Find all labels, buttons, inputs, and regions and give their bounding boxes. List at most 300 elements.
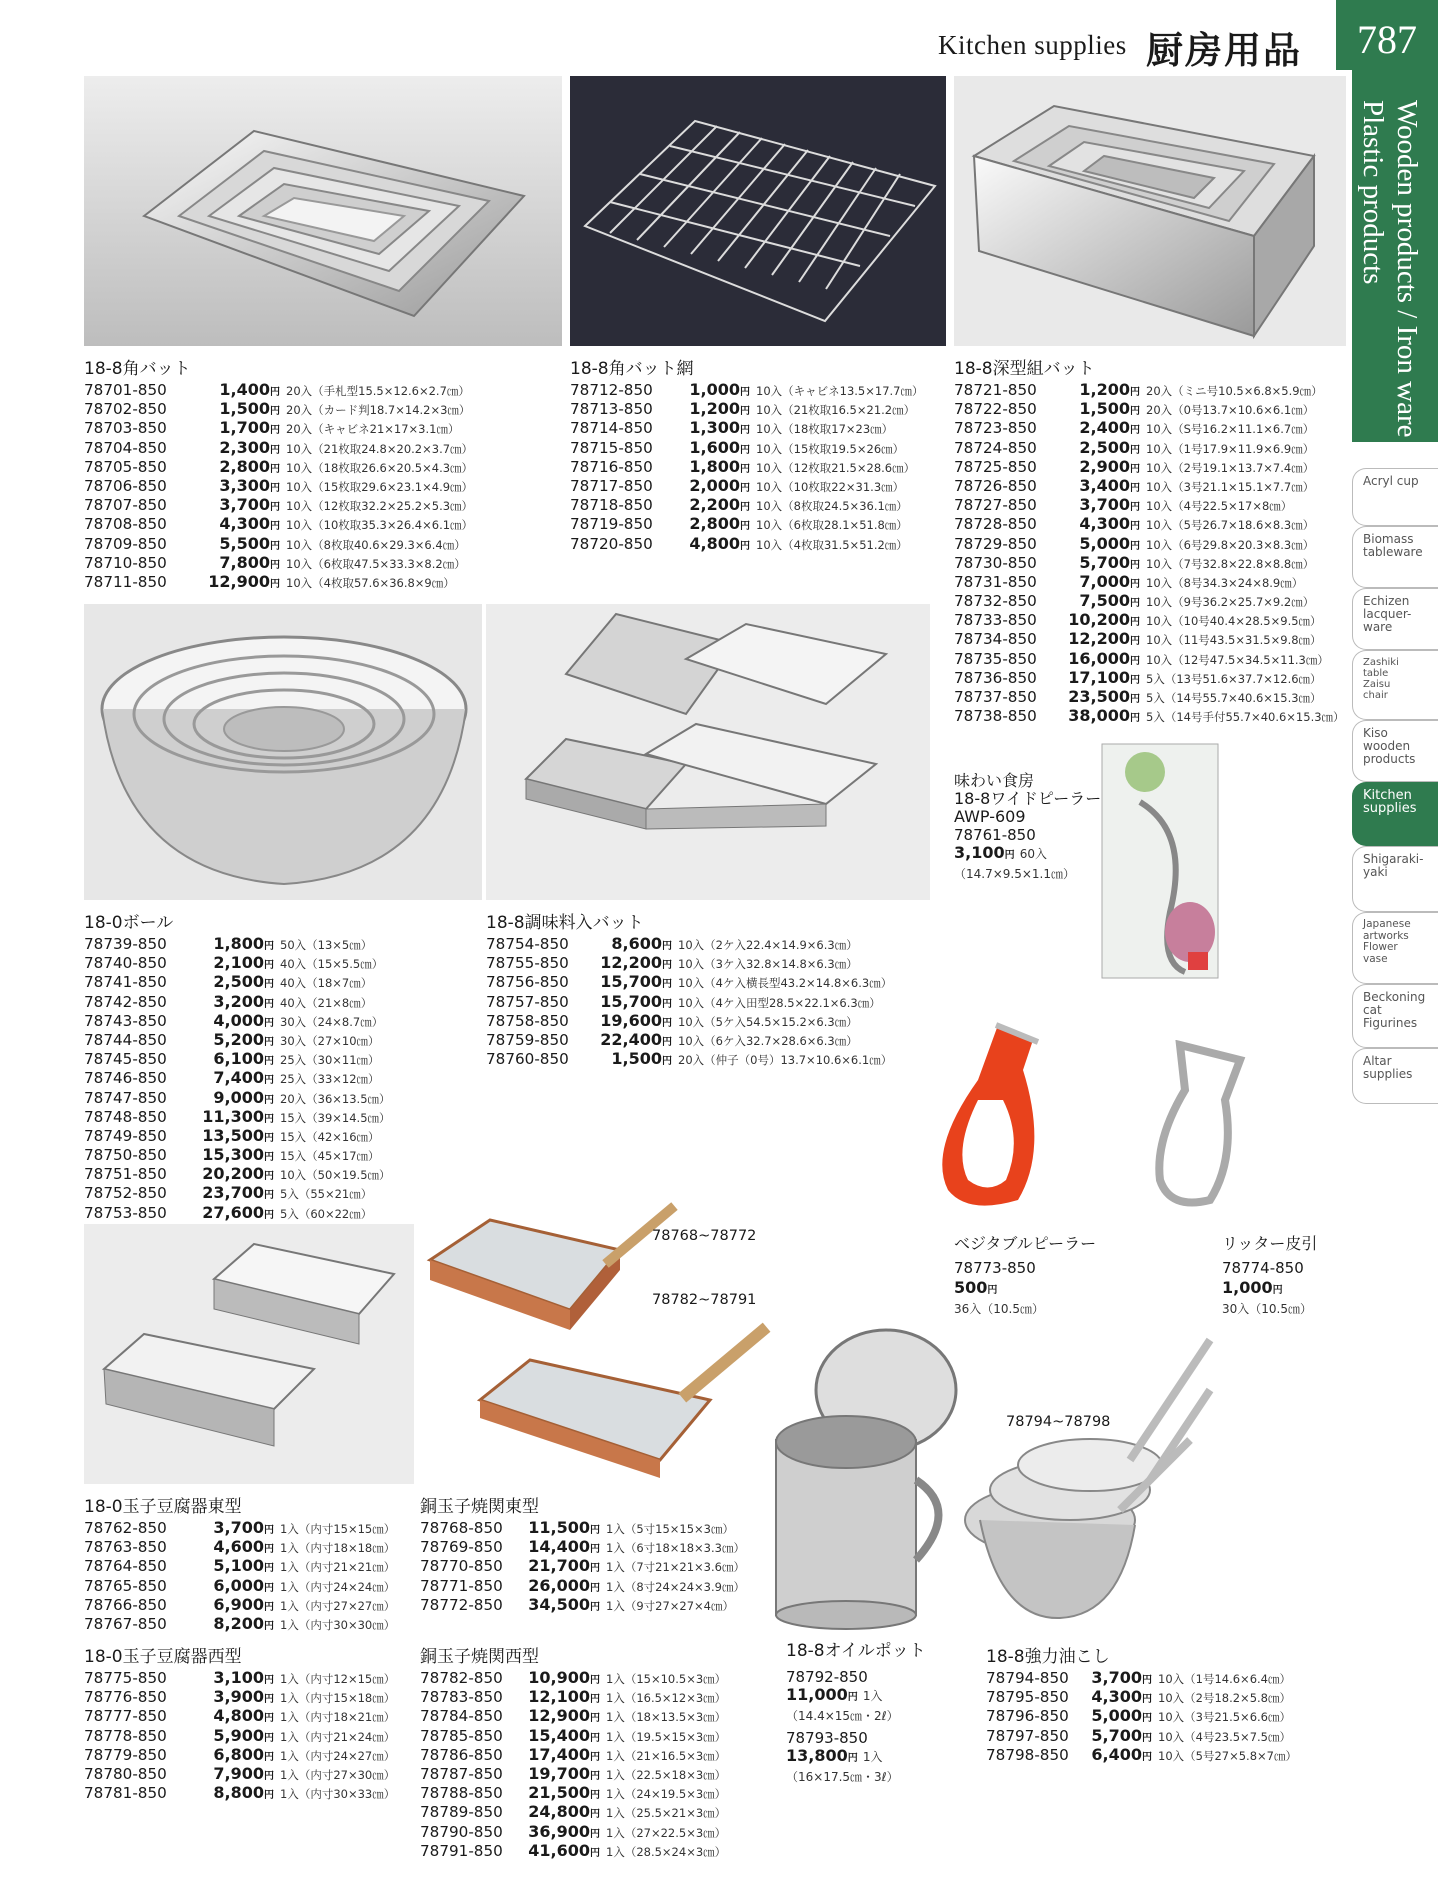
veg-peeler-code: 78773-850 [954,1259,1036,1277]
yen-mark: 円 [987,1285,998,1296]
list-row [986,1706,1297,1725]
item-note: 15入（42×16㎝） [280,1129,380,1144]
yen-mark: 円 [590,1770,600,1782]
oil-pot-price1: 11,000 [786,1685,848,1704]
item-price: 2,800 [689,514,740,534]
item-note: 10入（50×19.5㎝） [280,1168,391,1183]
list-row [84,1576,395,1595]
yen-mark: 円 [1130,444,1140,456]
item-note: 1入（15×10.5×3㎝） [606,1672,727,1686]
list-row [420,1706,726,1725]
yen-mark: 円 [270,559,280,571]
item-note: 10入（15枚取29.6×23.1×4.9㎝） [286,479,474,494]
list-row [954,668,1345,687]
item-note: 1入（内寸30×30㎝） [280,1617,396,1632]
item-code: 78726-850 [954,476,1037,495]
list-row [84,1030,391,1049]
item-price: 34,500 [528,1594,590,1614]
side-index-label: Altar supplies [1363,1054,1413,1081]
side-index-label: Zashiki table Zaisu chair [1363,657,1399,701]
item-note: 5入（13号51.6×37.7×12.6㎝） [1146,671,1322,686]
yen-mark: 円 [740,482,750,494]
item-note: 20入（キャビネ21×17×3.1㎝） [286,422,460,437]
list-row [420,1764,726,1783]
item-note: 1入（16.5×12×3㎝） [606,1691,727,1706]
item-note: 1入（21×16.5×3㎝） [606,1748,727,1763]
item-price: 3,700 [219,495,270,515]
section-title-s8: 銅玉子焼関東型 [420,1497,539,1517]
item-note: 1入（内寸18×21㎝） [280,1710,396,1725]
item-price: 1,200 [689,399,740,419]
yen-mark: 円 [590,1525,600,1536]
item-code: 78796-850 [986,1707,1069,1726]
item-price: 15,300 [202,1145,264,1165]
item-note: 5入（14号55.7×40.6×15.3㎝） [1146,691,1322,705]
yen-mark: 円 [590,1713,600,1725]
item-price: 4,000 [213,1010,264,1030]
list-row [954,399,1345,418]
list-row [84,1537,395,1556]
item-code: 78740-850 [84,954,167,973]
list-row [420,1595,745,1614]
veg-peeler-price: 500 [954,1278,988,1297]
item-note: 40入（18×7㎝） [280,976,373,991]
yen-mark: 円 [1130,617,1140,629]
yen-mark: 円 [1130,540,1140,552]
header-title-en: Kitchen supplies [938,30,1127,60]
item-note: 10入（12枚取21.5×28.6㎝） [756,460,916,475]
list-row [486,992,892,1011]
item-price: 2,800 [219,456,270,476]
yen-mark: 円 [264,1056,274,1068]
item-price: 9,000 [213,1087,264,1107]
item-price: 19,600 [600,1010,662,1030]
item-note: 1入（内寸18×18㎝） [280,1541,396,1556]
yen-mark: 円 [1130,713,1140,725]
item-price: 8,600 [611,934,662,953]
photo-wide-peeler [1100,742,1220,980]
label-pan-west: 78782~78791 [652,1292,757,1308]
photo-litter-peeler [1140,1040,1250,1210]
list-row [420,1537,745,1556]
list-row [84,438,473,457]
item-note: 1入（内寸15×15㎝） [280,1522,396,1536]
list-row [420,1668,726,1687]
yen-mark: 円 [590,1601,600,1613]
yen-mark: 円 [1142,1675,1152,1686]
list-row [84,1595,395,1614]
section-title-s9: 銅玉子焼関西型 [420,1647,539,1667]
yen-mark: 円 [662,998,672,1010]
yen-mark: 円 [662,960,672,972]
litter-peeler-info [1222,1234,1317,1319]
item-code: 78712-850 [570,381,653,399]
yen-mark: 円 [847,1753,858,1764]
list-s5 [486,934,892,1068]
list-s1 [84,380,473,591]
side-index-artworks[interactable] [1352,912,1438,984]
item-price: 2,200 [689,495,740,515]
yen-mark: 円 [270,482,280,494]
oil-pot-size2: （16×17.5㎝・3ℓ） [786,1770,899,1784]
item-note: 1入（内寸27×30㎝） [280,1767,396,1782]
yen-mark: 円 [270,425,280,437]
side-index-kiso[interactable] [1352,720,1438,782]
item-note: 1入（内寸24×27㎝） [280,1748,396,1763]
list-s3 [954,380,1345,725]
item-code: 78771-850 [420,1576,503,1595]
item-price: 6,000 [213,1575,264,1595]
item-price: 12,900 [208,571,270,591]
yen-mark: 円 [264,1713,274,1725]
yen-mark: 円 [264,1544,274,1556]
yen-mark: 円 [1130,694,1140,705]
yen-mark: 円 [264,941,274,952]
item-price: 8,200 [213,1613,264,1633]
item-price: 2,300 [219,437,270,457]
item-code: 78728-850 [954,515,1037,534]
list-row [570,514,923,533]
list-row [486,1049,892,1068]
yen-mark: 円 [590,1732,600,1744]
list-row [420,1556,745,1575]
item-note: 20入（手札型15.5×12.6×2.7㎝） [286,384,470,398]
list-row [954,476,1345,495]
list-row [84,1726,395,1745]
item-code: 78779-850 [84,1745,167,1764]
item-note: 20入（ミニ号10.5×6.8×5.9㎝） [1146,384,1323,398]
item-code: 78790-850 [420,1822,503,1841]
item-code: 78778-850 [84,1726,167,1745]
yen-mark: 円 [740,387,750,398]
list-row [570,534,923,553]
item-price: 2,000 [689,475,740,495]
item-note: 10入（2号19.1×13.7×7.4㎝） [1146,460,1315,475]
item-code: 78710-850 [84,553,167,572]
item-note: 10入（3号21.1×15.1×7.7㎝） [1146,479,1315,494]
item-note: 5入（55×21㎝） [280,1187,373,1202]
item-note: 10入（6ケ入32.7×28.6×6.3㎝） [678,1033,858,1048]
item-code: 78714-850 [570,419,653,438]
item-price: 21,700 [528,1556,590,1576]
item-price: 2,500 [213,972,264,992]
item-price: 1,000 [689,380,740,399]
yen-mark: 円 [740,521,750,533]
list-row [84,992,391,1011]
list-row [954,591,1345,610]
item-note: 10入（11号43.5×31.5×9.8㎝） [1146,633,1322,648]
yen-mark: 円 [264,1751,274,1763]
item-code: 78724-850 [954,438,1037,457]
item-code: 78756-850 [486,973,569,992]
yen-mark: 円 [264,1190,274,1202]
yen-mark: 円 [740,425,750,437]
yen-mark: 円 [264,1582,274,1594]
item-price: 1,800 [689,456,740,476]
item-note: 10入（キャビネ13.5×17.7㎝） [756,384,924,398]
item-price: 3,700 [1091,1668,1142,1687]
litter-peeler-detail: 30入（10.5㎝） [1222,1302,1312,1316]
yen-mark: 円 [1142,1713,1152,1725]
list-row [420,1576,745,1595]
item-code: 78749-850 [84,1126,167,1145]
item-code: 78785-850 [420,1726,503,1745]
item-code: 78706-850 [84,476,167,495]
list-row [84,1011,391,1030]
item-code: 78721-850 [954,381,1037,399]
list-row [954,380,1345,399]
list-row [486,972,892,991]
list-row [486,934,892,953]
item-code: 78760-850 [486,1050,569,1069]
wide-peeler-info [954,772,1101,883]
item-note: 1入（27×22.5×3㎝） [606,1825,727,1840]
yen-mark: 円 [264,1620,274,1632]
item-price: 21,500 [528,1783,590,1803]
list-s9 [420,1668,726,1860]
yen-mark: 円 [264,1732,274,1744]
list-row [84,1614,395,1633]
yen-mark: 円 [590,1563,600,1575]
yen-mark: 円 [590,1694,600,1706]
list-row [954,534,1345,553]
yen-mark: 円 [1130,502,1140,514]
list-row [84,1049,391,1068]
item-code: 78733-850 [954,611,1037,630]
yen-mark: 円 [1130,674,1140,686]
item-price: 13,500 [202,1125,264,1145]
wide-peeler-name: 18-8ワイドピーラー [954,789,1102,808]
item-code: 78755-850 [486,954,569,973]
list-row [84,1068,391,1087]
item-code: 78715-850 [570,438,653,457]
list-row [84,1687,395,1706]
item-price: 11,500 [528,1518,590,1537]
item-note: 10入（1号14.6×6.4㎝） [1158,1672,1291,1686]
item-note: 1入（内寸15×18㎝） [280,1691,396,1706]
item-code: 78730-850 [954,553,1037,572]
item-note: 25入（30×11㎝） [280,1053,380,1068]
item-code: 78766-850 [84,1595,167,1614]
yen-mark: 円 [264,1113,274,1125]
section-title-s3: 18-8深型組バット [954,359,1095,379]
list-row [954,610,1345,629]
photo-oil-pot [756,1320,976,1630]
item-price: 22,400 [600,1029,662,1049]
yen-mark: 円 [740,444,750,456]
list-row [954,418,1345,437]
list-row [420,1687,726,1706]
item-price: 4,300 [1091,1687,1142,1707]
yen-mark: 円 [662,941,672,952]
yen-mark: 円 [270,502,280,514]
item-note: 10入（15枚取19.5×26㎝） [756,441,905,456]
list-row [420,1518,745,1537]
wide-peeler-code: 78761-850 [954,826,1036,844]
yen-mark: 円 [590,1544,600,1556]
item-note: 1入（9寸27×27×4㎝） [606,1598,734,1613]
section-title-s10: 18-8強力油こし [986,1647,1110,1667]
item-price: 36,900 [528,1821,590,1841]
item-code: 78708-850 [84,515,167,534]
item-code: 78747-850 [84,1088,167,1107]
list-row [84,380,473,399]
item-note: 1入（内寸21×24㎝） [280,1729,396,1744]
side-index-label: Kitchen supplies [1363,788,1417,816]
item-note: 15入（39×14.5㎝） [280,1110,391,1125]
oil-pot-info [786,1642,926,1786]
side-index-biomass[interactable] [1352,526,1438,588]
item-note: 20入（0号13.7×10.6×6.1㎝） [1146,403,1315,418]
list-row [84,514,473,533]
item-price: 5,900 [213,1725,264,1745]
item-note: 10入（8枚取40.6×29.3×6.4㎝） [286,537,466,552]
item-note: 5入（14号手付55.7×40.6×15.3㎝） [1146,710,1345,725]
item-note: 25入（33×12㎝） [280,1072,380,1087]
item-note: 10入（8枚取24.5×36.1㎝） [756,499,908,514]
list-row [84,1088,391,1107]
item-note: 10入（S号16.2×11.1×6.7㎝） [1146,422,1315,437]
list-row [84,553,473,572]
item-note: 30入（27×10㎝） [280,1033,380,1048]
item-price: 3,400 [1079,475,1130,495]
item-price: 8,800 [213,1783,264,1803]
item-note: 10入（10枚取22×31.3㎝） [756,479,905,494]
item-code: 78737-850 [954,688,1037,706]
yen-mark: 円 [270,578,280,590]
item-price: 5,000 [1079,533,1130,553]
side-index-zashiki[interactable] [1352,650,1438,720]
list-row [954,553,1345,572]
item-price: 23,500 [1068,687,1130,706]
item-code: 78775-850 [84,1669,167,1687]
item-code: 78717-850 [570,476,653,495]
yen-mark: 円 [740,540,750,552]
veg-peeler-detail: 36入（10.5㎝） [954,1302,1044,1316]
side-index-echizen[interactable] [1352,588,1438,650]
item-code: 78748-850 [84,1107,167,1126]
list-row [420,1822,726,1841]
item-code: 78762-850 [84,1519,167,1537]
list-row [570,457,923,476]
list-row [420,1783,726,1802]
list-row [954,438,1345,457]
list-row [84,1183,391,1202]
yen-mark: 円 [270,444,280,456]
item-code: 78713-850 [570,400,653,419]
side-index-label: Acryl cup [1363,474,1419,488]
item-note: 10入（6枚取47.5×33.3×8.2㎝） [286,556,466,571]
litter-peeler-price: 1,000 [1222,1278,1273,1297]
item-code: 78784-850 [420,1707,503,1726]
item-code: 78754-850 [486,935,569,953]
list-row [84,1145,391,1164]
item-note: 1入（内寸30×33㎝） [280,1787,396,1802]
item-price: 15,700 [600,991,662,1011]
yen-mark: 円 [264,998,274,1010]
item-code: 78753-850 [84,1203,167,1222]
item-note: 10入（21枚取16.5×21.2㎝） [756,403,916,418]
list-row [84,476,473,495]
list-row [84,1107,391,1126]
item-price: 27,600 [202,1202,264,1222]
side-index-shigaraki[interactable] [1352,846,1438,912]
item-price: 12,900 [528,1706,590,1726]
wide-peeler-brand: 味わい食房 [954,771,1035,790]
side-index-acryl[interactable] [1352,468,1438,526]
photo-vegetable-peeler [928,1000,1048,1210]
item-price: 23,700 [202,1183,264,1203]
yen-mark: 円 [1130,463,1140,475]
item-code: 78704-850 [84,438,167,457]
side-index-beckoning[interactable] [1352,984,1438,1048]
item-note: 10入（3号21.5×6.6㎝） [1158,1710,1291,1725]
list-row [954,572,1345,591]
yen-mark: 円 [264,1036,274,1048]
item-note: 10入（10枚取35.3×26.4×6.1㎝） [286,518,474,533]
item-note: 10入（4ケ入田型28.5×22.1×6.3㎝） [678,995,881,1010]
side-index-label: Biomass tableware [1363,532,1423,559]
yen-mark: 円 [1130,655,1140,667]
yen-mark: 円 [1130,598,1140,610]
yen-mark: 円 [1272,1285,1283,1296]
item-price: 24,800 [528,1802,590,1822]
photo-seasoning-trays [486,604,930,900]
yen-mark: 円 [270,463,280,475]
item-price: 7,400 [213,1068,264,1088]
list-row [570,438,923,457]
item-note: 5入（60×22㎝） [280,1206,373,1221]
item-price: 16,000 [1068,648,1130,668]
side-index-altar[interactable] [1352,1048,1438,1104]
item-note: 10入（18枚取26.6×20.5×4.3㎝） [286,460,474,475]
list-row [986,1726,1297,1745]
yen-mark: 円 [590,1790,600,1802]
side-index-kitchen[interactable] [1352,782,1438,846]
item-note: 10入（18枚取17×23㎝） [756,422,894,437]
side-index-label: Japanese artworks Flower vase [1363,918,1411,965]
list-s6 [84,1518,395,1633]
item-code: 78750-850 [84,1146,167,1165]
item-code: 78734-850 [954,630,1037,649]
item-note: 1入（内寸27×27㎝） [280,1598,396,1613]
item-price: 1,400 [219,380,270,399]
yen-mark: 円 [1130,482,1140,494]
item-price: 12,200 [1068,629,1130,649]
item-price: 10,200 [1068,610,1130,630]
yen-mark: 円 [264,1094,274,1106]
item-code: 78759-850 [486,1030,569,1049]
yen-mark: 円 [270,521,280,533]
item-note: 10入（5号27×5.8×7㎝） [1158,1748,1297,1763]
side-index-label: Kiso wooden products [1363,726,1416,766]
item-code: 78705-850 [84,457,167,476]
oil-pot-price2: 13,800 [786,1746,848,1765]
item-code: 78744-850 [84,1030,167,1049]
item-note: 1入（内寸24×24㎝） [280,1579,396,1594]
item-price: 3,300 [219,475,270,495]
item-price: 2,400 [1079,418,1130,438]
item-price: 6,900 [213,1594,264,1614]
item-note: 50入（13×5㎝） [280,938,373,952]
list-row [954,495,1345,514]
list-row [84,953,391,972]
item-note: 1入（18×13.5×3㎝） [606,1710,727,1725]
item-price: 1,500 [1079,399,1130,419]
yen-mark: 円 [264,1790,274,1802]
item-note: 40入（21×8㎝） [280,995,373,1010]
item-note: 10入（4号23.5×7.5㎝） [1158,1729,1291,1744]
